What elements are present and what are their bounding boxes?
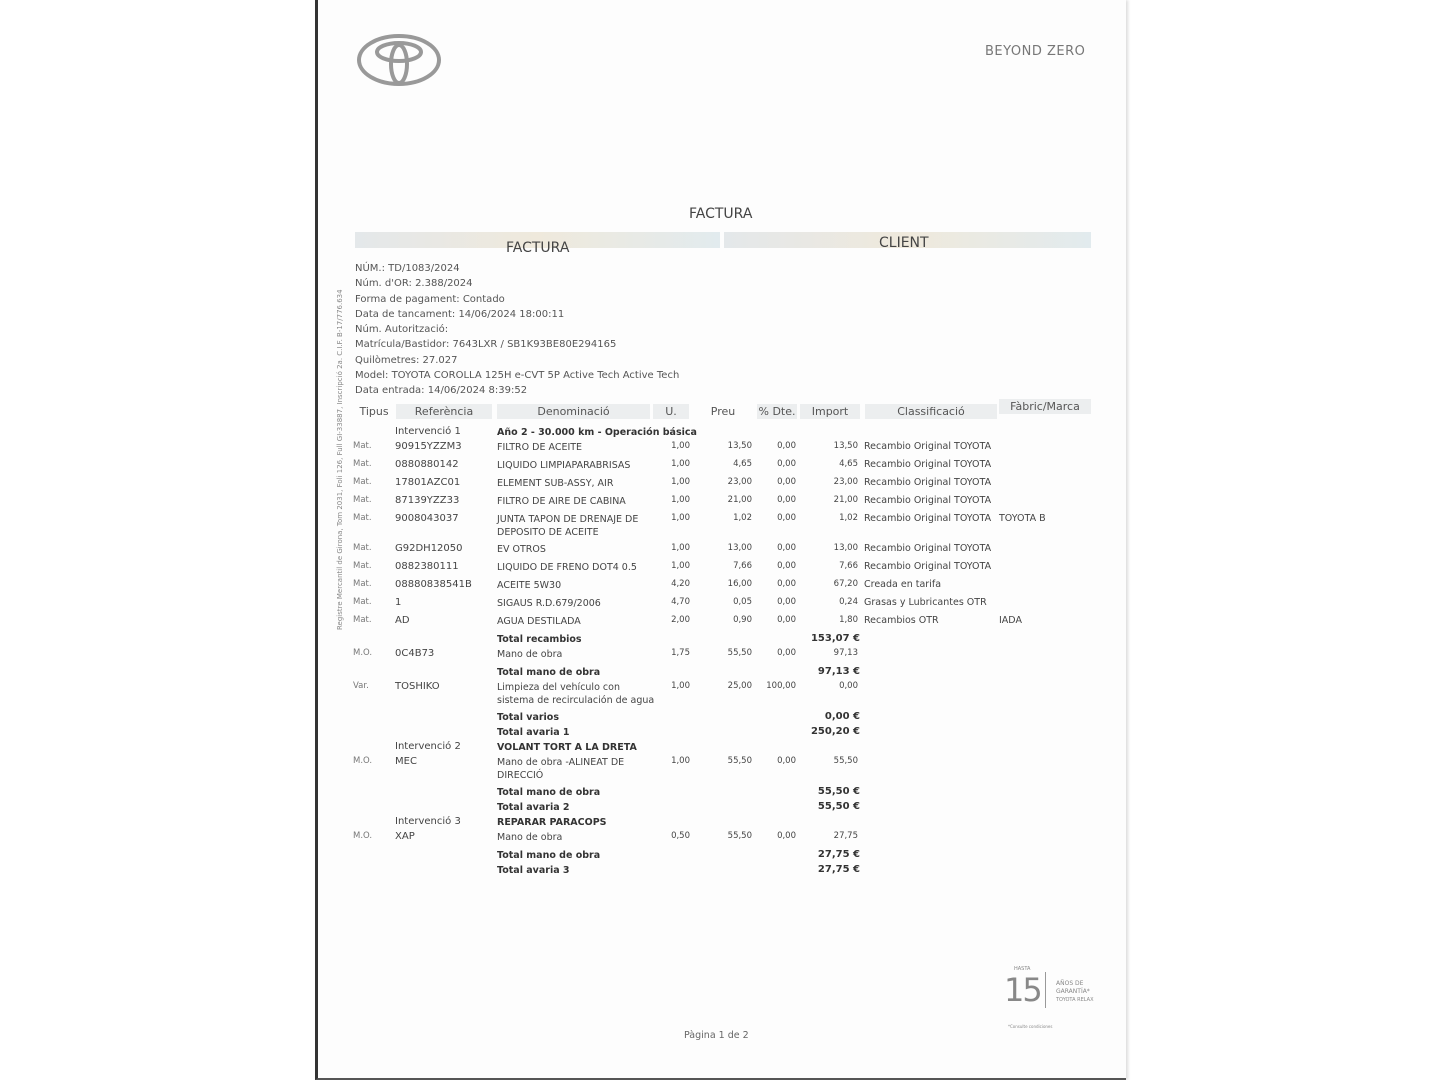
table-row <box>340 493 1100 511</box>
toyota-logo <box>357 34 441 86</box>
line-description: FILTRO DE ACEITE <box>497 442 583 453</box>
line-units: 1,00 <box>671 441 690 451</box>
line-classification: Recambio Original TOYOTA <box>864 543 992 554</box>
table-row <box>340 829 1100 847</box>
line-type: Mat. <box>353 513 372 523</box>
line-description: ACEITE 5W30 <box>497 580 562 591</box>
total-label: Total avaria 1 <box>497 727 570 738</box>
invoice-info-line: Model: TOYOTA COROLLA 125H e-CVT 5P Active Tech Active Tech <box>355 370 680 382</box>
line-price: 23,00 <box>727 477 752 487</box>
table-row <box>340 613 1100 631</box>
line-import: 55,50 <box>833 756 858 766</box>
line-price: 55,50 <box>727 831 752 841</box>
line-description: FILTRO DE AIRE DE CABINA <box>497 496 626 507</box>
table-row <box>340 679 1100 709</box>
intervention-header <box>340 739 1100 754</box>
line-import: 4,65 <box>839 459 858 469</box>
line-brand: IADA <box>999 615 1022 626</box>
invoice-info-line: Núm. Autorització: <box>355 324 449 336</box>
line-reference: 1 <box>395 597 402 608</box>
line-import: 1,80 <box>839 615 858 625</box>
table-row <box>340 457 1100 475</box>
column-header-classificacio: Classificació <box>865 404 997 419</box>
line-import: 23,00 <box>833 477 858 487</box>
table-row <box>340 475 1100 493</box>
line-type: M.O. <box>353 756 373 766</box>
line-units: 1,00 <box>671 561 690 571</box>
intervention-label: Intervenció 3 <box>395 816 461 827</box>
table-row <box>340 646 1100 664</box>
line-description: EV OTROS <box>497 544 546 555</box>
total-label: Total avaria 2 <box>497 802 570 813</box>
line-reference: 0882380111 <box>395 561 459 572</box>
line-units: 1,00 <box>671 681 690 691</box>
line-type: Mat. <box>353 615 372 625</box>
warranty-line1: AÑOS DE <box>1056 980 1084 987</box>
total-label: Total mano de obra <box>497 787 601 798</box>
line-type: Mat. <box>353 477 372 487</box>
line-discount: 0,00 <box>777 615 796 625</box>
invoice-info-line: NÚM.: TD/1083/2024 <box>355 263 460 274</box>
total-row <box>340 724 1100 739</box>
line-type: M.O. <box>353 831 373 841</box>
line-import: 7,66 <box>839 561 858 571</box>
column-header-discount: % Dte. <box>758 405 796 418</box>
line-description: ELEMENT SUB-ASSY, AIR <box>497 478 614 489</box>
warranty-note: *Consulte condiciones <box>1008 1024 1053 1029</box>
total-row <box>340 784 1100 799</box>
table-row <box>340 577 1100 595</box>
line-price: 0,90 <box>733 615 752 625</box>
line-discount: 100,00 <box>766 681 796 691</box>
page-number: Pàgina 1 de 2 <box>684 1030 749 1041</box>
table-row <box>340 754 1100 784</box>
line-import: 1,02 <box>839 513 858 523</box>
total-row <box>340 709 1100 724</box>
line-discount: 0,00 <box>777 648 796 658</box>
document-title: FACTURA <box>689 206 753 222</box>
total-row <box>340 862 1100 877</box>
line-type: Mat. <box>353 441 372 451</box>
line-type: Mat. <box>353 597 372 607</box>
total-value: 97,13 € <box>817 666 860 677</box>
line-price: 13,50 <box>727 441 752 451</box>
total-row <box>340 631 1100 646</box>
line-type: Mat. <box>353 579 372 589</box>
line-units: 1,75 <box>671 648 690 658</box>
intervention-label: Intervenció 2 <box>395 741 461 752</box>
line-price: 7,66 <box>733 561 752 571</box>
line-type: Mat. <box>353 543 372 553</box>
line-type: Mat. <box>353 495 372 505</box>
line-description: LIQUIDO DE FRENO DOT4 0.5 <box>497 562 637 573</box>
line-reference: 87139YZZ33 <box>395 495 460 506</box>
line-discount: 0,00 <box>777 831 796 841</box>
line-reference: 9008043037 <box>395 513 459 524</box>
line-discount: 0,00 <box>777 513 796 523</box>
total-value: 153,07 € <box>810 633 860 644</box>
invoice-info-line: Quilòmetres: 27.027 <box>355 354 458 366</box>
line-reference: XAP <box>395 831 415 842</box>
table-row <box>340 439 1100 457</box>
invoice-info-line: Data entrada: 14/06/2024 8:39:52 <box>355 385 528 397</box>
line-price: 55,50 <box>727 756 752 766</box>
line-units: 4,20 <box>671 579 690 589</box>
line-import: 67,20 <box>833 579 858 589</box>
intervention-title: Año 2 - 30.000 km - Operación básica <box>497 427 697 438</box>
line-units: 1,00 <box>671 543 690 553</box>
line-type: M.O. <box>353 648 373 658</box>
line-price: 21,00 <box>727 495 752 505</box>
line-units: 1,00 <box>671 477 690 487</box>
line-units: 1,00 <box>671 756 690 766</box>
line-description: Mano de obra <box>497 649 563 660</box>
line-price: 25,00 <box>727 681 752 691</box>
line-units: 2,00 <box>671 615 690 625</box>
column-header-fabric-marca: Fàbric/Marca <box>999 399 1091 414</box>
invoice-info-line: Núm. d'OR: 2.388/2024 <box>355 278 473 290</box>
registry-text: Registre Mercantil de Girona, Tom 2031, Foli 126, Full GI-33887, Inscripció 2a. C.I.F. B-17/776.634 <box>336 289 344 630</box>
line-units: 4,70 <box>671 597 690 607</box>
line-discount: 0,00 <box>777 597 796 607</box>
invoice-lines <box>340 424 1100 877</box>
warranty-line3: TOYOTA RELAX <box>1056 997 1094 1003</box>
line-description: Mano de obra <box>497 832 563 843</box>
line-reference: 0880880142 <box>395 459 459 470</box>
line-price: 13,00 <box>727 543 752 553</box>
column-header-preu: Preu <box>710 405 736 418</box>
total-label: Total recambios <box>497 634 582 645</box>
line-type: Var. <box>353 681 369 691</box>
intervention-title: VOLANT TORT A LA DRETA <box>497 742 637 753</box>
line-reference: 17801AZC01 <box>395 477 461 488</box>
line-discount: 0,00 <box>777 561 796 571</box>
line-price: 1,02 <box>733 513 752 523</box>
line-reference: AD <box>395 615 410 626</box>
table-row <box>340 559 1100 577</box>
line-price: 55,50 <box>727 648 752 658</box>
total-value: 55,50 € <box>817 801 860 812</box>
total-label: Total mano de obra <box>497 850 601 861</box>
line-units: 0,50 <box>671 831 690 841</box>
brand-tagline: BEYOND ZERO <box>985 44 1086 59</box>
invoice-info-line: Data de tancament: 14/06/2024 18:00:11 <box>355 308 565 320</box>
line-discount: 0,00 <box>777 756 796 766</box>
intervention-header <box>340 814 1100 829</box>
column-header-denominacio: Denominació <box>497 404 650 419</box>
table-row <box>340 541 1100 559</box>
line-units: 1,00 <box>671 459 690 469</box>
line-price: 4,65 <box>733 459 752 469</box>
invoice-info-line: Forma de pagament: Contado <box>355 293 505 305</box>
column-header-referencia: Referència <box>396 404 492 419</box>
invoice-info-line: Matrícula/Bastidor: 7643LXR / SB1K93BE80E294165 <box>355 339 617 351</box>
line-reference: G92DH12050 <box>395 543 463 554</box>
column-header-tipus: Tipus <box>359 405 389 418</box>
line-import: 0,24 <box>839 597 858 607</box>
line-price: 0,05 <box>733 597 752 607</box>
line-discount: 0,00 <box>777 459 796 469</box>
line-import: 97,13 <box>833 648 858 658</box>
line-brand: TOYOTA B <box>999 513 1046 524</box>
line-classification: Recambio Original TOYOTA <box>864 441 992 452</box>
total-row <box>340 664 1100 679</box>
line-classification: Recambios OTR <box>864 615 939 626</box>
line-discount: 0,00 <box>777 543 796 553</box>
total-label: Total avaria 3 <box>497 865 570 876</box>
line-import: 13,50 <box>833 441 858 451</box>
total-label: Total mano de obra <box>497 667 601 678</box>
total-row <box>340 847 1100 862</box>
line-discount: 0,00 <box>777 579 796 589</box>
total-label: Total varios <box>497 712 559 723</box>
line-classification: Recambio Original TOYOTA <box>864 513 992 524</box>
line-reference: 90915YZZM3 <box>395 441 462 452</box>
line-reference: 08880838541B <box>395 579 472 590</box>
total-value: 55,50 € <box>817 786 860 797</box>
total-row <box>340 799 1100 814</box>
line-reference: MEC <box>395 756 417 767</box>
line-discount: 0,00 <box>777 495 796 505</box>
intervention-title: REPARAR PARACOPS <box>497 817 607 828</box>
warranty-number: 15 <box>1004 972 1046 1008</box>
intervention-label: Intervenció 1 <box>395 426 461 437</box>
line-price: 16,00 <box>727 579 752 589</box>
line-classification: Recambio Original TOYOTA <box>864 477 992 488</box>
warranty-top: HASTA <box>1014 966 1031 972</box>
line-classification: Recambio Original TOYOTA <box>864 459 992 470</box>
line-units: 1,00 <box>671 495 690 505</box>
line-reference: 0C4B73 <box>395 648 435 659</box>
column-header-units: U. <box>653 404 689 419</box>
invoice-info <box>355 261 679 399</box>
line-classification: Recambio Original TOYOTA <box>864 561 992 572</box>
line-type: Mat. <box>353 561 372 571</box>
total-value: 250,20 € <box>810 726 860 737</box>
table-row <box>340 595 1100 613</box>
total-value: 27,75 € <box>817 849 860 860</box>
total-value: 0,00 € <box>824 711 860 722</box>
line-description: JUNTA TAPON DE DRENAJE DE DEPOSITO DE ACEITE <box>497 514 639 538</box>
line-classification: Recambio Original TOYOTA <box>864 495 992 506</box>
line-discount: 0,00 <box>777 441 796 451</box>
total-value: 27,75 € <box>817 864 860 875</box>
line-description: SIGAUS R.D.679/2006 <box>497 598 601 609</box>
line-import: 27,75 <box>833 831 858 841</box>
line-classification: Creada en tarifa <box>864 579 942 590</box>
client-section-label: CLIENT <box>879 235 929 251</box>
line-units: 1,00 <box>671 513 690 523</box>
line-discount: 0,00 <box>777 477 796 487</box>
line-classification: Grasas y Lubricantes OTR <box>864 597 987 608</box>
line-import: 13,00 <box>833 543 858 553</box>
factura-section-label: FACTURA <box>506 240 570 256</box>
line-import: 21,00 <box>833 495 858 505</box>
line-type: Mat. <box>353 459 372 469</box>
line-reference: TOSHIKO <box>395 681 440 692</box>
line-import: 0,00 <box>839 681 858 691</box>
line-description: AGUA DESTILADA <box>497 616 581 627</box>
warranty-badge <box>1004 966 1100 1036</box>
warranty-line2: GARANTÍA* <box>1056 988 1090 995</box>
table-row <box>340 511 1100 541</box>
column-header-import: Import <box>800 404 860 419</box>
line-description: LIQUIDO LIMPIAPARABRISAS <box>497 460 631 471</box>
line-description: Limpieza del vehículo con sistema de recirculación de agua <box>497 682 655 706</box>
line-description: Mano de obra -ALINEAT DE DIRECCIÓ <box>497 757 625 781</box>
intervention-header <box>340 424 1100 439</box>
